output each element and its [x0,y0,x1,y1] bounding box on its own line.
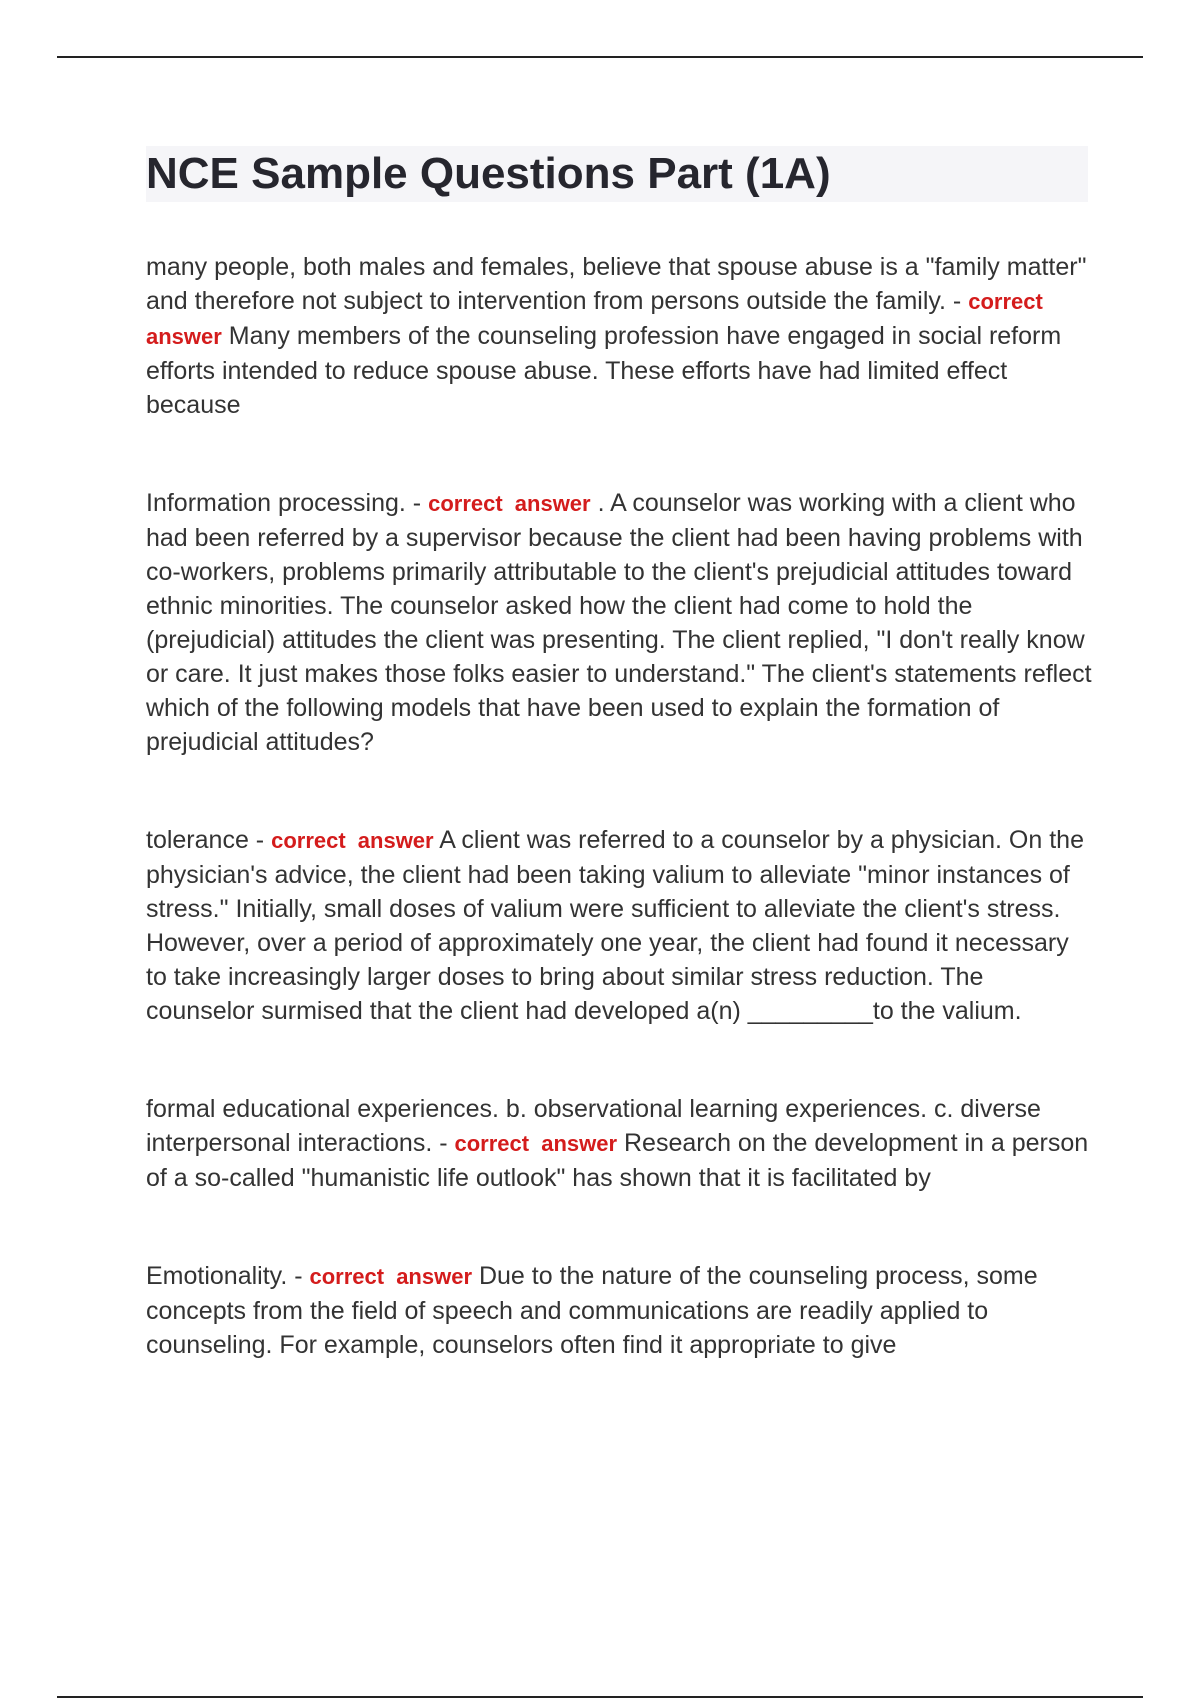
question-text: A client was referred to a counselor by a physician. On the physician's advice, the client had been taking valium to alleviate "minor instances of stress." Initially, small doses of valium were sufficient to alleviate the client's stress. However, over a period of approximately one year, the client had found it necessary to take increasingly larger doses to bring about similar stress reduction. The counselor surmised that the client had developed a(n) _________to the valium. [146,826,1084,1025]
separator: - [405,489,429,517]
separator: - [432,1129,455,1157]
question-text: . A counselor was working with a client who had been referred by a supervisor because the client had been having problems with co-workers, problems primarily attributable to the client's prejudicial attitudes toward ethnic minorities. The counselor asked how the client had come to hold the (prejudicial) attitudes the client was presenting. The client replied, "I don't really know or care. It just makes those folks easier to understand." The client's statements reflect which of the following models that have been used to explain the formation of prejudicial attitudes? [146,489,1092,756]
qa-item-3 [146,823,1094,1028]
qa-list [146,250,1094,1426]
qa-item-5 [146,1259,1094,1362]
answer-text: Emotionality. [146,1262,288,1290]
bottom-rule [57,1696,1143,1698]
correct-answer-marker: correct answer [309,1264,473,1289]
answer-text: tolerance [146,826,249,854]
question-text: Due to the nature of the counseling process, some concepts from the field of speech and communications are readily applied to counseling. For example, counselors often find it appropriate to give [146,1262,1038,1359]
page-title: NCE Sample Questions Part (1A) [146,149,831,198]
correct-answer-marker: correct answer [454,1131,618,1156]
qa-item-2 [146,486,1094,759]
separator: - [287,1262,310,1290]
qa-item-1 [146,250,1094,422]
separator: - [248,826,272,854]
separator: - [945,287,969,315]
answer-text: Information processing. [146,489,406,517]
answer-text: many people, both males and females, believe that spouse abuse is a "family matter" and therefore not subject to intervention from persons outside the family. [146,253,1087,315]
top-rule [57,56,1143,58]
answer-text: formal educational experiences. b. observational learning experiences. c. diverse interpersonal interactions. [146,1095,1041,1157]
question-text: Many members of the counseling profession have engaged in social reform efforts intended to reduce spouse abuse. These efforts have had limited effect because [146,322,1062,419]
qa-item-4 [146,1092,1094,1195]
correct-answer-marker: correct answer [271,828,434,853]
correct-answer-marker: correct answer [428,491,591,516]
question-text: Research on the development in a person of a so-called "humanistic life outlook" has shown that it is facilitated by [146,1129,1089,1192]
correct-answer-marker: correct answer [146,289,1043,349]
